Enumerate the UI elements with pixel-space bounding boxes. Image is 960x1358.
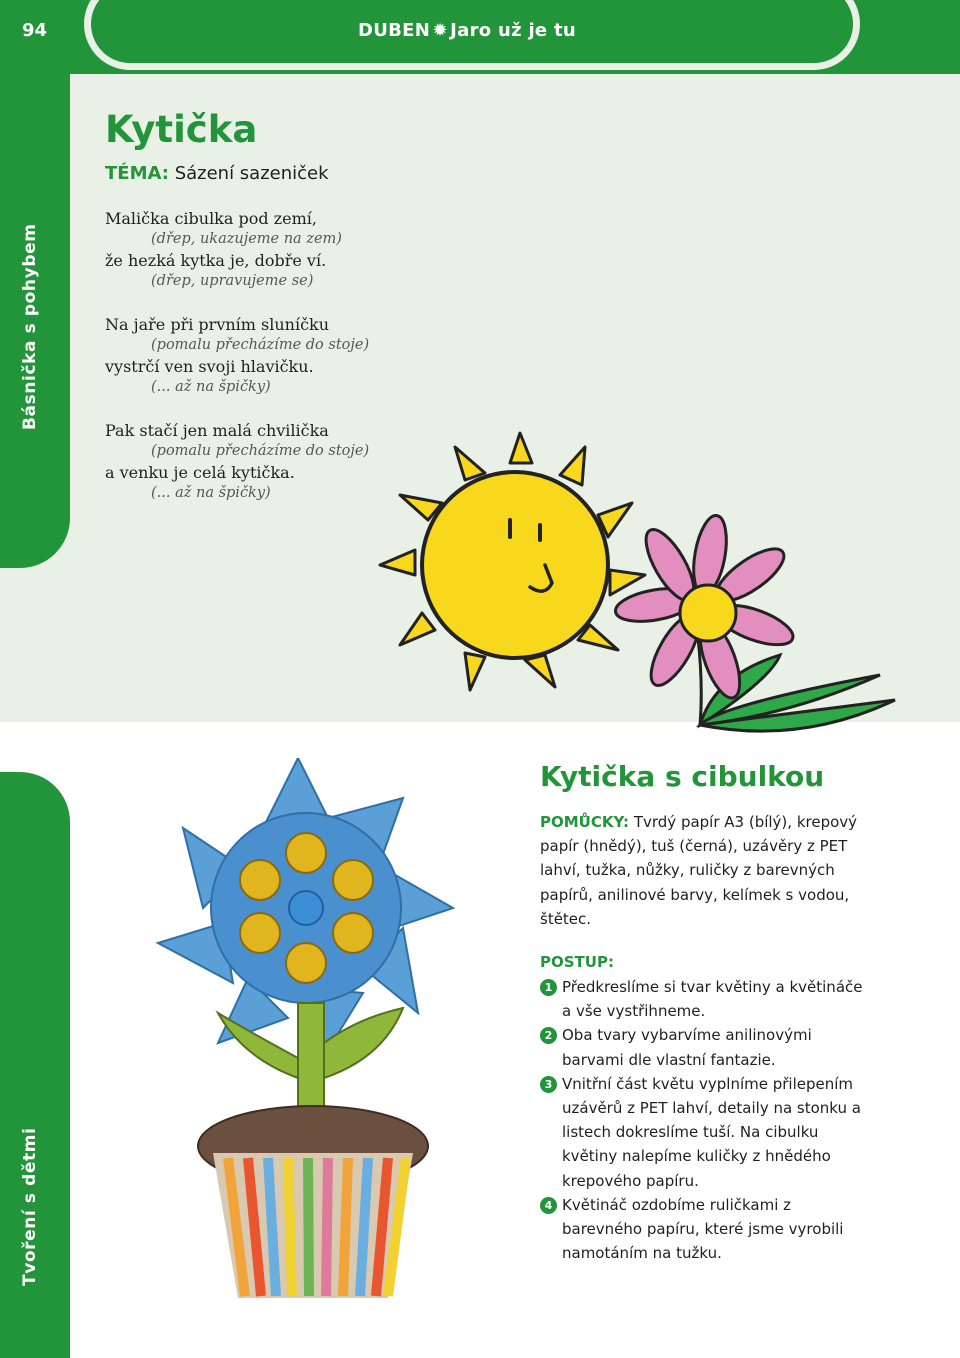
theme-text: Sázení sazeniček bbox=[174, 163, 329, 184]
procedure-step bbox=[540, 975, 870, 1023]
poem-movement-note: (... až na špičky) bbox=[151, 379, 271, 395]
poem-line: Malička cibulka pod zemí, bbox=[105, 209, 317, 228]
poem bbox=[105, 208, 369, 504]
poem-line: Na jaře při prvním sluníčku bbox=[105, 315, 330, 334]
poem-movement-note: (dřep, ukazujeme na zem) bbox=[151, 231, 342, 247]
step-number-badge: 1 bbox=[540, 979, 557, 996]
flowerpot-icon bbox=[198, 1106, 428, 1298]
step-text: Vnitřní část květu vyplníme přilepením uzávěrů z PET lahví, detaily na stonku a listech dokreslíme tuší. Na cibulku květiny nalepíme kuličky z hnědého krepového papíru. bbox=[562, 1074, 862, 1190]
procedure-label: POSTUP: bbox=[540, 953, 614, 971]
poem-line: Pak stačí jen malá chvilička bbox=[105, 421, 329, 440]
poem-line: že hezká kytka je, dobře ví. bbox=[105, 251, 327, 270]
theme-label: TÉMA: bbox=[105, 163, 169, 184]
side-tab-bottom-label: Tvoření s dětmi bbox=[20, 1127, 40, 1286]
step-number-badge: 3 bbox=[540, 1076, 557, 1093]
procedure-step bbox=[540, 1193, 870, 1266]
materials-label: POMŮCKY: bbox=[540, 813, 630, 831]
header-month: DUBEN bbox=[358, 20, 431, 41]
step-text: Květináč ozdobíme ruličkami z barevného papíru, které jsme vyrobili namotáním na tužku. bbox=[562, 1195, 844, 1263]
poem-theme bbox=[105, 163, 329, 184]
running-header bbox=[358, 20, 576, 41]
header-section: Jaro už je tu bbox=[450, 20, 577, 41]
materials-text: Tvrdý papír A3 (bílý), krepový papír (hnědý), tuš (černá), uzávěry z PET lahví, tužka, nůžky, ruličky z barevných papírů, anilinové barvy, kelímek s vodou, štětec. bbox=[540, 813, 858, 928]
step-number-badge: 2 bbox=[540, 1027, 557, 1044]
poem-line: a venku je celá kytička. bbox=[105, 463, 295, 482]
procedure-step bbox=[540, 1072, 870, 1193]
poem-movement-note: (pomalu přecházíme do stoje) bbox=[151, 337, 370, 353]
sun-and-flower-illustration bbox=[360, 425, 920, 740]
poem-title: Kytička bbox=[105, 108, 258, 151]
pink-flower-icon bbox=[613, 513, 895, 731]
craft-flower-photo bbox=[148, 758, 488, 1308]
step-text: Oba tvary vybarvíme anilinovými barvami dle vlastní fantazie. bbox=[562, 1026, 812, 1069]
step-number-badge: 4 bbox=[540, 1197, 557, 1214]
poem-movement-note: (dřep, upravujeme se) bbox=[151, 273, 314, 289]
sun-bullet-icon: ✹ bbox=[432, 20, 448, 41]
page-number: 94 bbox=[22, 20, 48, 41]
poem-line: vystrčí ven svoji hlavičku. bbox=[105, 357, 314, 376]
procedure-steps bbox=[540, 975, 870, 1265]
craft-title: Kytička s cibulkou bbox=[540, 760, 825, 793]
procedure-step bbox=[540, 1023, 870, 1071]
step-text: Předkreslíme si tvar květiny a květináče a vše vystřihneme. bbox=[562, 978, 863, 1021]
poem-movement-note: (... až na špičky) bbox=[151, 485, 271, 501]
materials-paragraph bbox=[540, 810, 870, 931]
sun-icon bbox=[380, 433, 645, 690]
side-tab-top-label: Básnička s pohybem bbox=[20, 223, 40, 430]
poem-movement-note: (pomalu přecházíme do stoje) bbox=[151, 443, 370, 459]
